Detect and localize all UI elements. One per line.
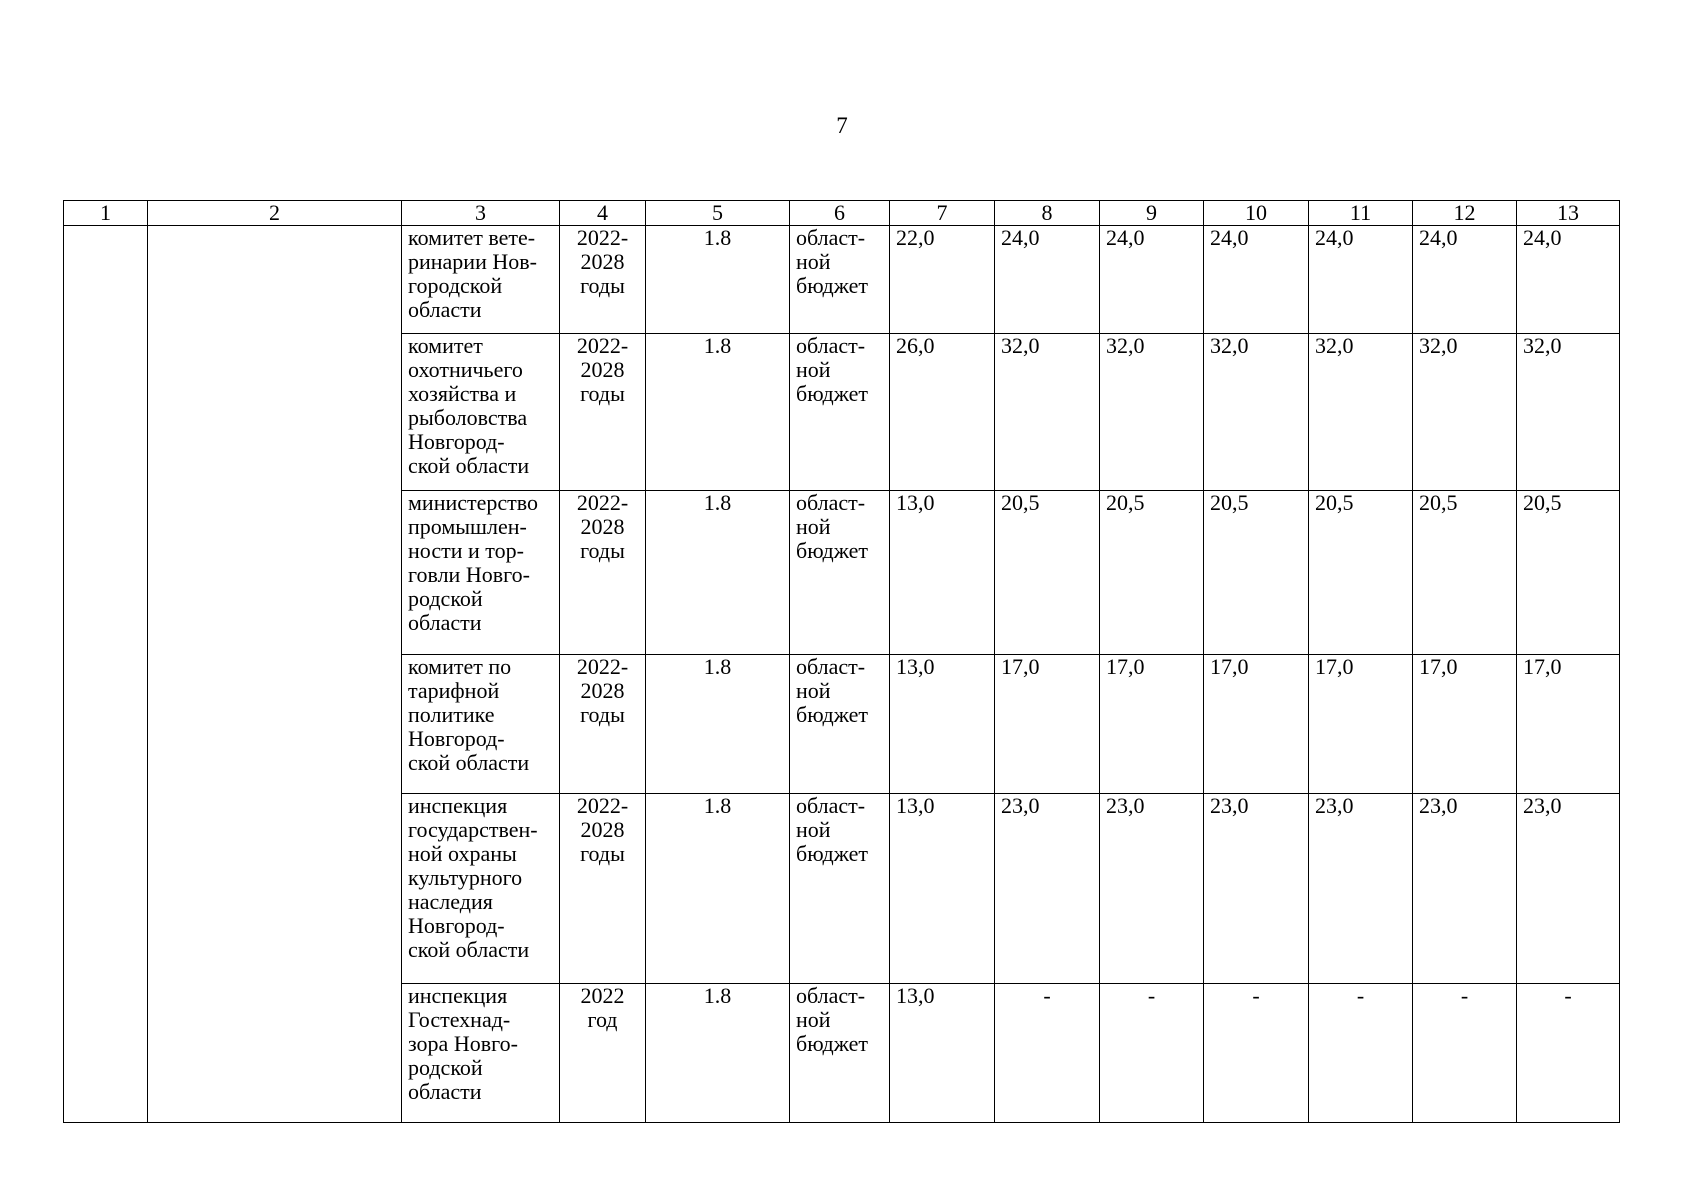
column-number: 12 [1413, 201, 1517, 226]
budget-table [63, 200, 1620, 1123]
period-line: 2022- [576, 225, 629, 250]
value-cell: - [1100, 984, 1204, 1123]
value-cell: 17,0 [1100, 655, 1204, 794]
value-cell: 13,0 [890, 655, 995, 794]
executor-line: министерство [408, 490, 539, 515]
executor-line: области [408, 297, 482, 322]
executor-line: комитет по [408, 654, 512, 679]
value-cell: - [1413, 984, 1517, 1123]
source-cell [790, 226, 890, 334]
period-line: 2028 [580, 817, 625, 842]
executor-line: комитет [408, 333, 483, 358]
column-number: 13 [1517, 201, 1620, 226]
period-line: 2028 [580, 678, 625, 703]
code-cell: 1.8 [646, 226, 790, 334]
value-cell: 17,0 [1204, 655, 1309, 794]
column-number: 2 [148, 201, 402, 226]
executor-cell [402, 491, 560, 655]
value-cell: 23,0 [1309, 794, 1413, 984]
value-cell: 20,5 [1517, 491, 1620, 655]
value-cell: 26,0 [890, 334, 995, 491]
executor-line: инспекция [408, 793, 508, 818]
source-line: област- [796, 490, 866, 515]
column-number: 9 [1100, 201, 1204, 226]
value-cell: 32,0 [1413, 334, 1517, 491]
period-line: годы [580, 841, 625, 866]
value-cell: - [1309, 984, 1413, 1123]
value-cell: 23,0 [1413, 794, 1517, 984]
table-row [64, 226, 1620, 334]
value-cell: 32,0 [1309, 334, 1413, 491]
code-cell: 1.8 [646, 655, 790, 794]
executor-line: области [408, 1079, 482, 1104]
executor-line: комитет вете- [408, 225, 536, 250]
executor-cell [402, 226, 560, 334]
executor-line: ринарии Нов- [408, 249, 537, 274]
executor-line: политике [408, 702, 495, 727]
source-line: ной [796, 514, 831, 539]
executor-line: зора Новго- [408, 1031, 518, 1056]
column-number: 8 [995, 201, 1100, 226]
column-number: 6 [790, 201, 890, 226]
value-cell: 23,0 [1204, 794, 1309, 984]
executor-line: городской [408, 273, 503, 298]
value-cell: 17,0 [995, 655, 1100, 794]
source-cell [790, 655, 890, 794]
value-cell: 20,5 [995, 491, 1100, 655]
value-cell: 17,0 [1517, 655, 1620, 794]
source-line: бюджет [796, 702, 868, 727]
value-cell: 20,5 [1100, 491, 1204, 655]
code-cell: 1.8 [646, 984, 790, 1123]
source-line: област- [796, 983, 866, 1008]
table-body [64, 226, 1620, 1123]
value-cell: 20,5 [1309, 491, 1413, 655]
period-line: годы [580, 702, 625, 727]
value-cell: 23,0 [995, 794, 1100, 984]
column-number: 3 [402, 201, 560, 226]
source-line: ной [796, 249, 831, 274]
period-line: годы [580, 273, 625, 298]
executor-line: охотничьего [408, 357, 523, 382]
value-cell: 24,0 [1413, 226, 1517, 334]
executor-line: ности и тор- [408, 538, 524, 563]
executor-line: ской области [408, 453, 530, 478]
value-cell: - [995, 984, 1100, 1123]
value-cell: - [1517, 984, 1620, 1123]
executor-line: Новгород- [408, 726, 505, 751]
source-cell [790, 984, 890, 1123]
column-number: 1 [64, 201, 148, 226]
period-cell [560, 984, 646, 1123]
period-cell [560, 226, 646, 334]
value-cell: 24,0 [995, 226, 1100, 334]
executor-line: тарифной [408, 678, 500, 703]
executor-line: ской области [408, 750, 530, 775]
period-cell [560, 491, 646, 655]
executor-line: Гостехнад- [408, 1007, 511, 1032]
period-line: 2028 [580, 357, 625, 382]
source-cell [790, 334, 890, 491]
period-line: 2022- [576, 793, 629, 818]
merged-cell-col2 [148, 226, 402, 1123]
period-line: годы [580, 381, 625, 406]
executor-line: государствен- [408, 817, 538, 842]
source-cell [790, 491, 890, 655]
value-cell: 13,0 [890, 984, 995, 1123]
executor-line: говли Новго- [408, 562, 530, 587]
period-line: 2028 [580, 249, 625, 274]
value-cell: 32,0 [1204, 334, 1309, 491]
executor-line: инспекция [408, 983, 508, 1008]
value-cell: 24,0 [1517, 226, 1620, 334]
merged-cell-col1 [64, 226, 148, 1123]
source-line: ной [796, 357, 831, 382]
period-line: год [587, 1007, 618, 1032]
value-cell: 24,0 [1204, 226, 1309, 334]
period-cell [560, 794, 646, 984]
value-cell: 32,0 [1517, 334, 1620, 491]
value-cell: 20,5 [1413, 491, 1517, 655]
source-line: ной [796, 1007, 831, 1032]
period-line: 2022- [576, 490, 629, 515]
column-number: 4 [560, 201, 646, 226]
column-number: 10 [1204, 201, 1309, 226]
value-cell: 13,0 [890, 794, 995, 984]
executor-line: родской [408, 1055, 483, 1080]
period-line: 2022- [576, 654, 629, 679]
source-line: бюджет [796, 538, 868, 563]
source-line: бюджет [796, 273, 868, 298]
value-cell: 24,0 [1100, 226, 1204, 334]
executor-line: наследия [408, 889, 493, 914]
value-cell: 23,0 [1100, 794, 1204, 984]
value-cell: 22,0 [890, 226, 995, 334]
column-number: 11 [1309, 201, 1413, 226]
column-number: 5 [646, 201, 790, 226]
value-cell: 24,0 [1309, 226, 1413, 334]
executor-line: ской области [408, 937, 530, 962]
value-cell: - [1204, 984, 1309, 1123]
executor-line: культурного [408, 865, 523, 890]
period-line: 2022- [576, 333, 629, 358]
executor-line: области [408, 610, 482, 635]
value-cell: 17,0 [1413, 655, 1517, 794]
source-line: бюджет [796, 841, 868, 866]
source-line: бюджет [796, 1031, 868, 1056]
period-cell [560, 334, 646, 491]
executor-line: промышлен- [408, 514, 527, 539]
executor-cell [402, 794, 560, 984]
period-line: 2028 [580, 514, 625, 539]
period-line: годы [580, 538, 625, 563]
column-numbers-row [64, 201, 1620, 226]
period-cell [560, 655, 646, 794]
value-cell: 13,0 [890, 491, 995, 655]
source-line: област- [796, 225, 866, 250]
source-line: ной [796, 817, 831, 842]
source-line: бюджет [796, 381, 868, 406]
executor-line: Новгород- [408, 429, 505, 454]
executor-cell [402, 984, 560, 1123]
period-line: 2022 [580, 983, 625, 1008]
column-number: 7 [890, 201, 995, 226]
source-cell [790, 794, 890, 984]
source-line: ной [796, 678, 831, 703]
executor-line: рыболовства [408, 405, 528, 430]
executor-line: Новгород- [408, 913, 505, 938]
value-cell: 17,0 [1309, 655, 1413, 794]
value-cell: 23,0 [1517, 794, 1620, 984]
value-cell: 32,0 [995, 334, 1100, 491]
source-line: област- [796, 333, 866, 358]
executor-line: хозяйства и [408, 381, 517, 406]
source-line: област- [796, 654, 866, 679]
page-number: 7 [836, 113, 848, 138]
code-cell: 1.8 [646, 794, 790, 984]
executor-line: ной охраны [408, 841, 517, 866]
executor-cell [402, 655, 560, 794]
value-cell: 32,0 [1100, 334, 1204, 491]
code-cell: 1.8 [646, 491, 790, 655]
executor-line: родской [408, 586, 483, 611]
executor-cell [402, 334, 560, 491]
value-cell: 20,5 [1204, 491, 1309, 655]
code-cell: 1.8 [646, 334, 790, 491]
source-line: област- [796, 793, 866, 818]
